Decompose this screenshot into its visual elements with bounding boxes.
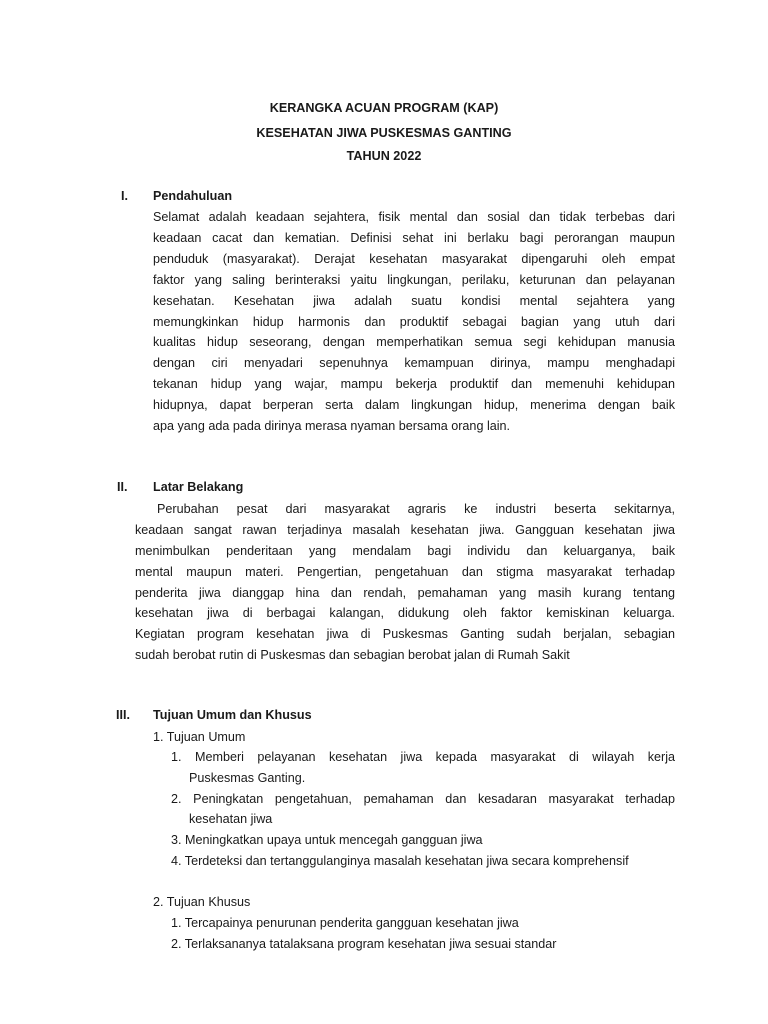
tujuan-khusus-item: 1. Tercapainya penurunan penderita gangguan kesehatan jiwa — [171, 916, 519, 930]
section-1-line: kualitas hidup seseorang, dengan memperhatikan semua segi kehidupan manusia — [153, 335, 675, 349]
section-2-line: menimbulkan penderitaan yang mendalam bagi individu dan keluarganya, baik — [135, 544, 675, 558]
tujuan-umum-item: 4. Terdeteksi dan tertanggulanginya masalah kesehatan jiwa secara komprehensif — [171, 854, 629, 868]
tujuan-umum-label: 1. Tujuan Umum — [153, 730, 246, 744]
section-2-line: Kegiatan program kesehatan jiwa di Puskesmas Ganting sudah berjalan, sebagian — [135, 627, 675, 641]
section-1-line: memungkinkan hidup harmonis dan produktif sebagai bagian yang utuh dari — [153, 315, 675, 329]
section-1-line: apa yang ada pada dirinya merasa nyaman bersama orang lain. — [153, 419, 511, 433]
section-2-line: sudah berobat rutin di Puskesmas dan sebagian berobat jalan di Rumah Sakit — [135, 648, 570, 662]
tujuan-umum-item: 2. Peningkatan pengetahuan, pemahaman dan kesadaran masyarakat terhadap — [171, 792, 675, 806]
tujuan-khusus-item: 2. Terlaksananya tatalaksana program kesehatan jiwa sesuai standar — [171, 937, 557, 951]
section-3-number: III. — [116, 708, 130, 722]
section-2-line: mental maupun materi. Pengertian, pengetahuan dan stigma masyarakat terhadap — [135, 565, 675, 579]
section-1-number: I. — [121, 189, 128, 203]
section-1-line: penduduk (masyarakat). Derajat kesehatan masyarakat dipengaruhi oleh empat — [153, 252, 675, 266]
section-2-line: Perubahan pesat dari masyarakat agraris ke industri beserta sekitarnya, — [157, 502, 675, 516]
section-2-heading: Latar Belakang — [153, 480, 244, 494]
document-subtitle: KESEHATAN JIWA PUSKESMAS GANTING — [256, 126, 512, 140]
section-2-number: II. — [117, 480, 128, 494]
tujuan-umum-item: 1. Memberi pelayanan kesehatan jiwa kepada masyarakat di wilayah kerja — [171, 750, 675, 764]
section-1-line: tekanan hidup yang wajar, mampu bekerja produktif dan memenuhi kehidupan — [153, 377, 675, 391]
section-2-line: kesehatan jiwa di berbagai kalangan, didukung oleh faktor kemiskinan keluarga. — [135, 606, 675, 620]
section-1-line: keadaan cacat dan kematian. Definisi sehat ini berlaku bagi perorangan maupun — [153, 231, 675, 245]
tujuan-khusus-label: 2. Tujuan Khusus — [153, 895, 251, 909]
section-1-line: hidupnya, dapat berperan serta dalam lingkungan hidup, menerima dengan baik — [153, 398, 675, 412]
section-1-line: Selamat adalah keadaan sejahtera, fisik mental dan sosial dan tidak terbebas dari — [153, 210, 675, 224]
section-3-heading: Tujuan Umum dan Khusus — [153, 708, 312, 722]
tujuan-umum-item: 3. Meningkatkan upaya untuk mencegah gangguan jiwa — [171, 833, 483, 847]
section-1-line: kesehatan. Kesehatan jiwa adalah suatu kondisi mental sejahtera yang — [153, 294, 675, 308]
section-1-line: dengan ciri menyadari sepenuhnya kemampuan dirinya, mampu menghadapi — [153, 356, 675, 370]
tujuan-umum-item-cont: Puskesmas Ganting. — [189, 771, 306, 785]
document-title: KERANGKA ACUAN PROGRAM (KAP) — [269, 101, 499, 115]
tujuan-umum-item-cont: kesehatan jiwa — [189, 812, 273, 826]
section-1-line: faktor yang saling berinteraksi yaitu lingkungan, perilaku, keturunan dan pelayanan — [153, 273, 675, 287]
section-1-heading: Pendahuluan — [153, 189, 233, 203]
document-year: TAHUN 2022 — [346, 149, 422, 163]
section-2-line: keadaan sangat rawan terjadinya masalah kesehatan jiwa. Gangguan kesehatan jiwa — [135, 523, 675, 537]
section-2-line: penderita jiwa dianggap hina dan rendah, pemahaman yang masih kurang tentang — [135, 586, 675, 600]
